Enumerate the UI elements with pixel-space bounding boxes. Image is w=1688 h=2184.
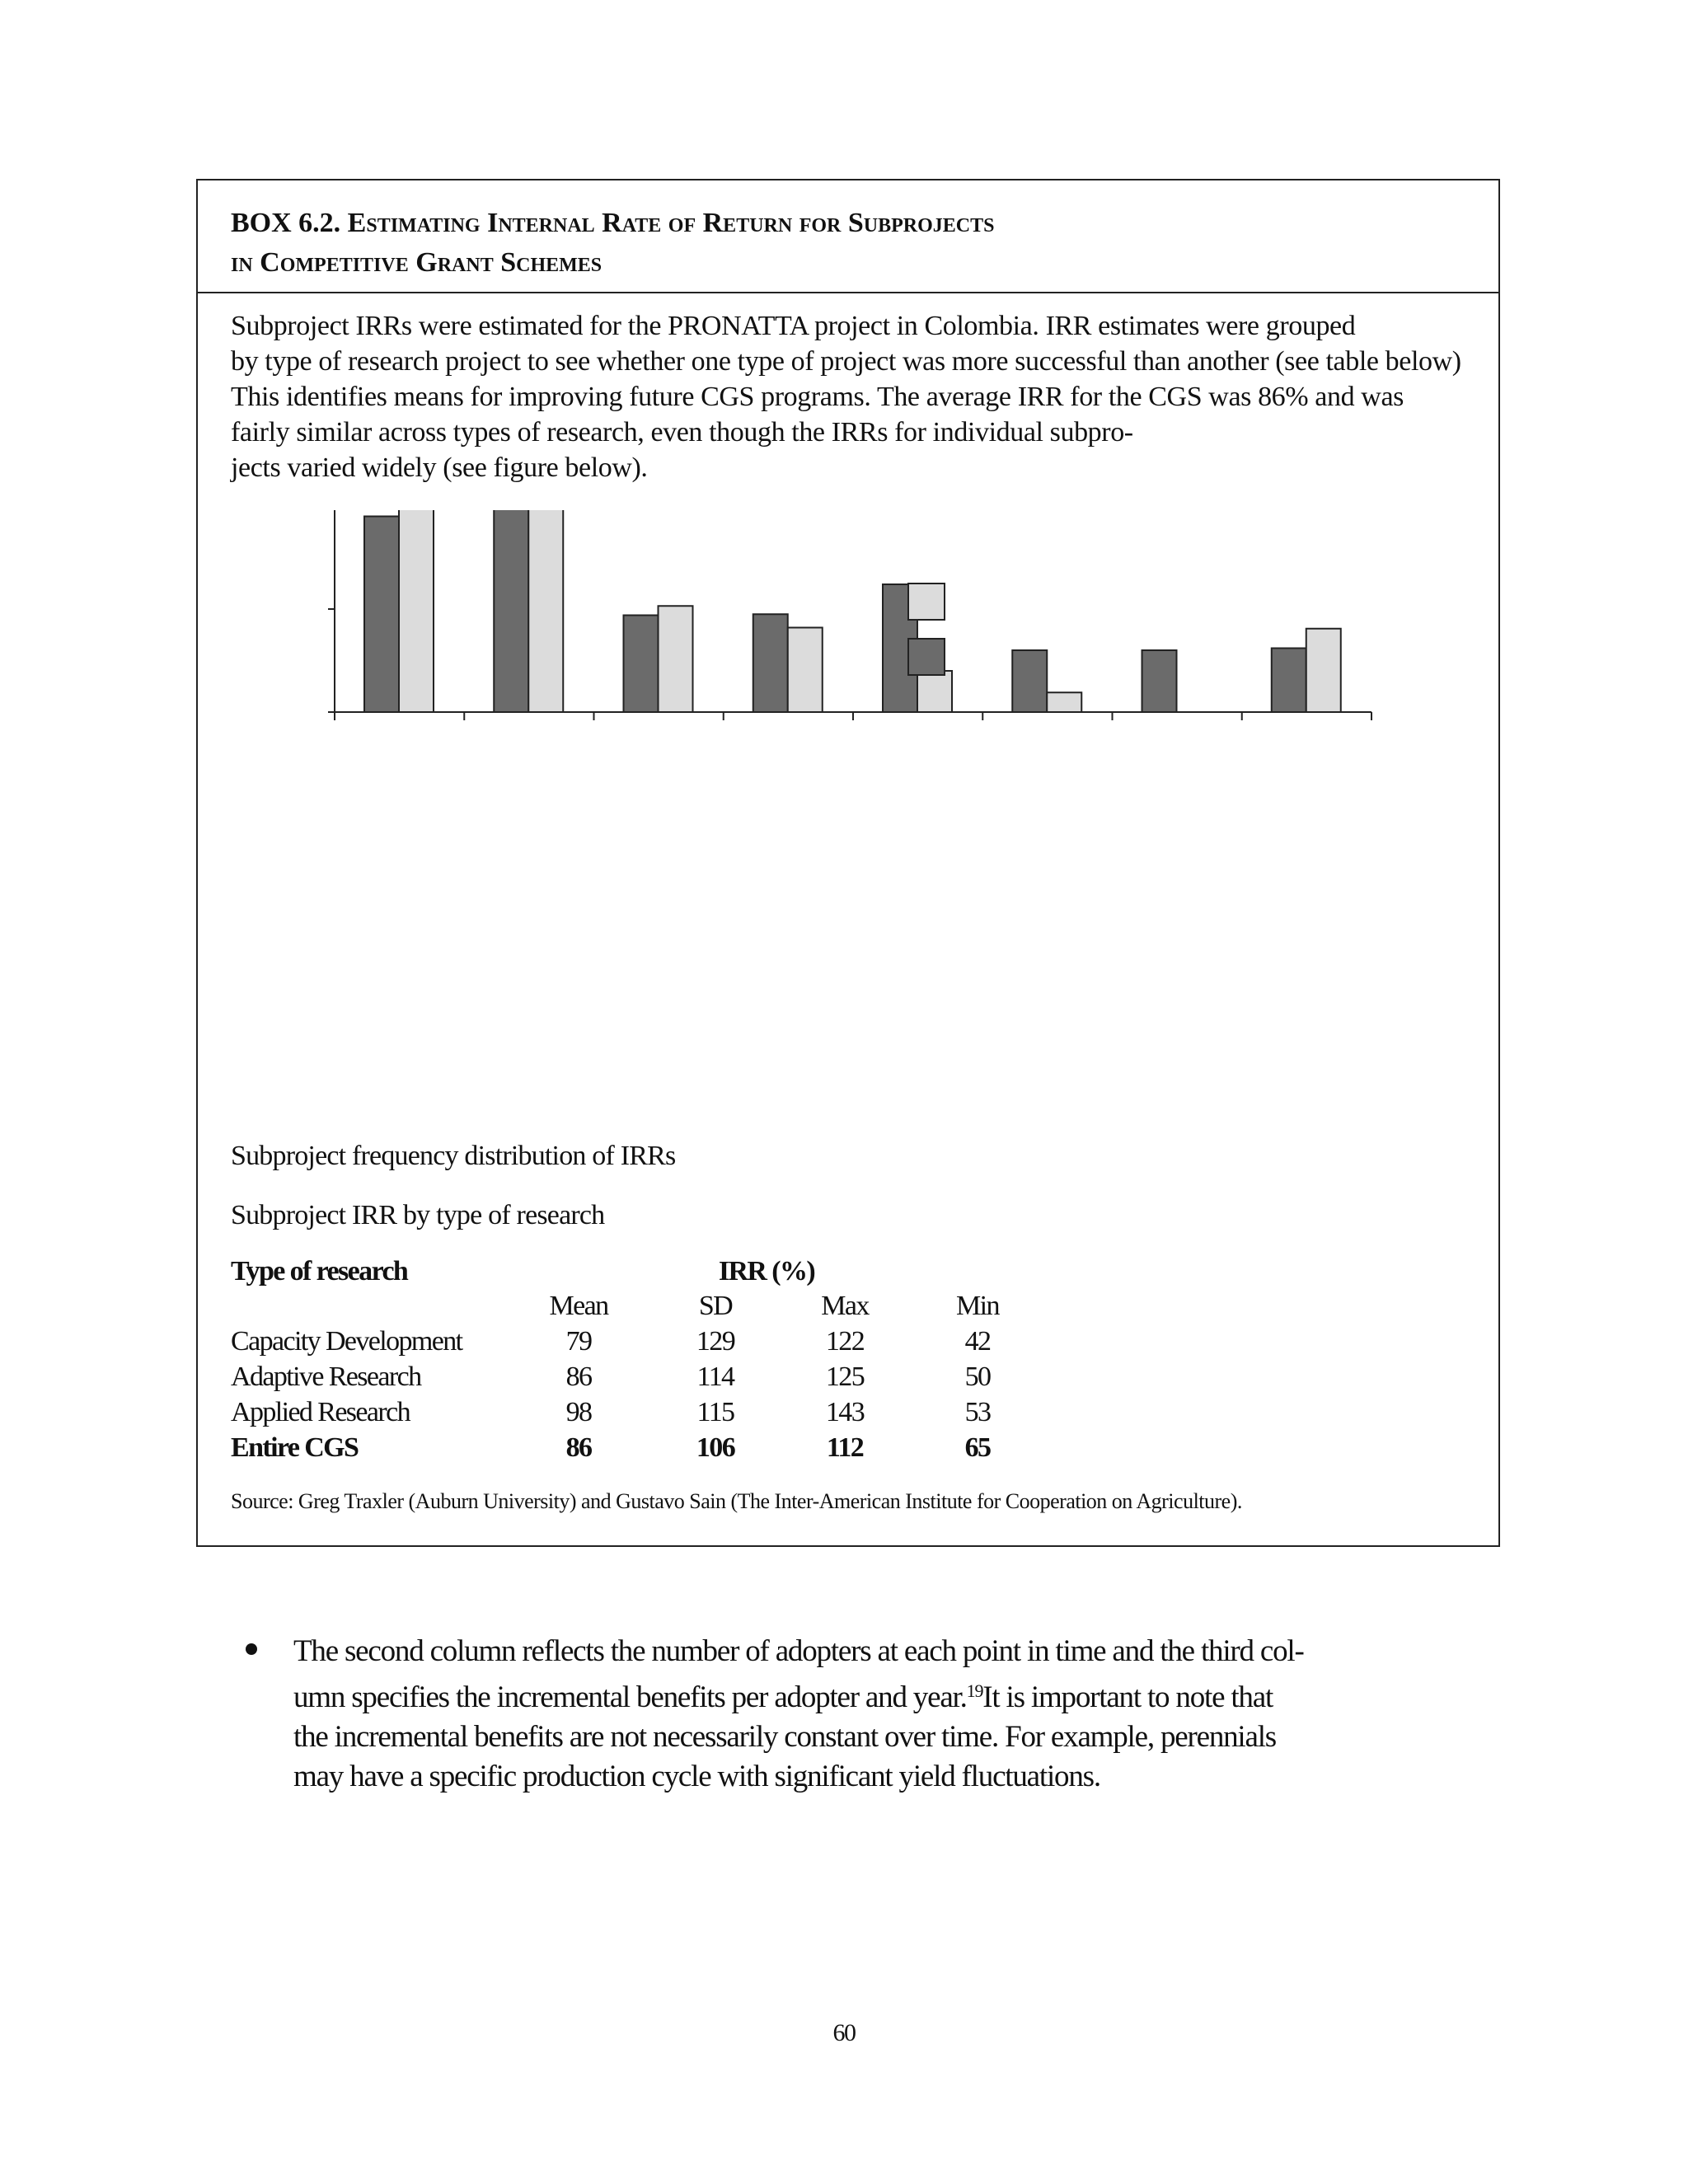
bullet-line: The second column reflects the number of adopters at each point in time and the third col-	[293, 1634, 1304, 1668]
box-title-line-2: in Competitive Grant Schemes	[231, 247, 603, 278]
row-sd: 106	[696, 1432, 735, 1463]
bar-series-2	[528, 510, 563, 712]
page-number: 60	[832, 2019, 856, 2046]
bar-series-1	[364, 517, 399, 713]
bar-series-2	[659, 606, 693, 712]
header-type-of-research: Type of research	[231, 1256, 408, 1286]
header-irr: IRR (%)	[718, 1256, 815, 1286]
irr-frequency-chart	[305, 510, 1500, 1293]
row-type: Capacity Development	[231, 1326, 462, 1357]
intro-line: jects varied widely (see figure below).	[231, 452, 648, 483]
footnote-marker: 19	[966, 1680, 983, 1701]
column-max: Max	[821, 1291, 869, 1321]
box-6-2	[196, 179, 1500, 1547]
bar-series-1	[1142, 650, 1177, 712]
table-row	[231, 1397, 1055, 1432]
row-sd: 115	[696, 1397, 734, 1427]
column-sd: SD	[698, 1291, 733, 1321]
box-header	[198, 180, 1498, 293]
figure-caption: Subproject frequency distribution of IRRs	[231, 1141, 676, 1171]
chart-svg	[305, 510, 1500, 1293]
table-column-header-row	[231, 1291, 1055, 1326]
row-type: Applied Research	[231, 1397, 410, 1427]
bullet-line: umn specifies the incremental benefits per adopter and year.	[293, 1680, 967, 1714]
intro-line: fairly similar across types of research, even though the IRRs for individual subpro-	[231, 417, 1133, 448]
intro-line: This identifies means for improving future CGS programs. The average IRR for the CGS was 86% and was	[231, 382, 1404, 412]
table-row	[231, 1361, 1055, 1397]
bullet-line: may have a specific production cycle with significant yield fluctuations.	[293, 1760, 1100, 1793]
bar-series-2	[1306, 629, 1341, 712]
bar-series-2	[788, 628, 823, 713]
table-row-total	[231, 1432, 1055, 1468]
row-min: 42	[964, 1326, 991, 1357]
bullet-line-tail: It is important to note that	[982, 1680, 1273, 1714]
row-type: Entire CGS	[231, 1432, 359, 1463]
bar-series-1	[1012, 650, 1047, 712]
source-note: Source: Greg Traxler (Auburn University) and Gustavo Sain (The Inter-American Institute for Cooperation on Agriculture).	[231, 1489, 1242, 1513]
legend-key-1	[908, 639, 945, 675]
row-mean: 79	[565, 1326, 592, 1357]
row-min: 65	[964, 1432, 991, 1463]
row-min: 50	[964, 1361, 991, 1392]
bullet-icon	[246, 1643, 257, 1655]
row-mean: 86	[565, 1361, 592, 1392]
legend-key-2	[908, 583, 945, 620]
bullet-text	[293, 1632, 1304, 1797]
row-max: 143	[825, 1397, 865, 1427]
row-mean: 98	[565, 1397, 592, 1427]
row-sd: 114	[696, 1361, 734, 1392]
bullet-line: the incremental benefits are not necessarily constant over time. For example, perennials	[293, 1720, 1277, 1754]
row-max: 112	[826, 1432, 864, 1463]
bar-series-2	[1047, 692, 1081, 712]
column-min: Min	[956, 1291, 999, 1321]
box-title-line-1: BOX 6.2. Estimating Internal Rate of Return for Subprojects	[231, 208, 995, 238]
bar-series-2	[399, 510, 434, 712]
intro-paragraph	[231, 308, 1492, 485]
row-sd: 129	[696, 1326, 735, 1357]
bar-series-1	[1272, 649, 1306, 713]
row-max: 122	[825, 1326, 865, 1357]
intro-line: Subproject IRRs were estimated for the PRONATTA project in Colombia. IRR estimates were grouped	[231, 311, 1356, 341]
row-mean: 86	[565, 1432, 592, 1463]
intro-line: by type of research project to see whether one type of project was more successful than another (see table below)	[231, 346, 1461, 377]
bar-series-2	[917, 671, 952, 712]
table-row	[231, 1326, 1055, 1361]
bar-series-1	[494, 510, 528, 712]
bar-series-1	[624, 616, 659, 713]
table-header-row	[231, 1256, 1055, 1291]
bullet-line-with-footnote	[293, 1671, 1304, 1718]
table-caption: Subproject IRR by type of research	[231, 1200, 605, 1230]
row-type: Adaptive Research	[231, 1361, 421, 1392]
column-mean: Mean	[549, 1291, 608, 1321]
row-max: 125	[825, 1361, 865, 1392]
bar-series-1	[753, 614, 788, 712]
box-title	[231, 204, 994, 283]
row-min: 53	[964, 1397, 991, 1427]
